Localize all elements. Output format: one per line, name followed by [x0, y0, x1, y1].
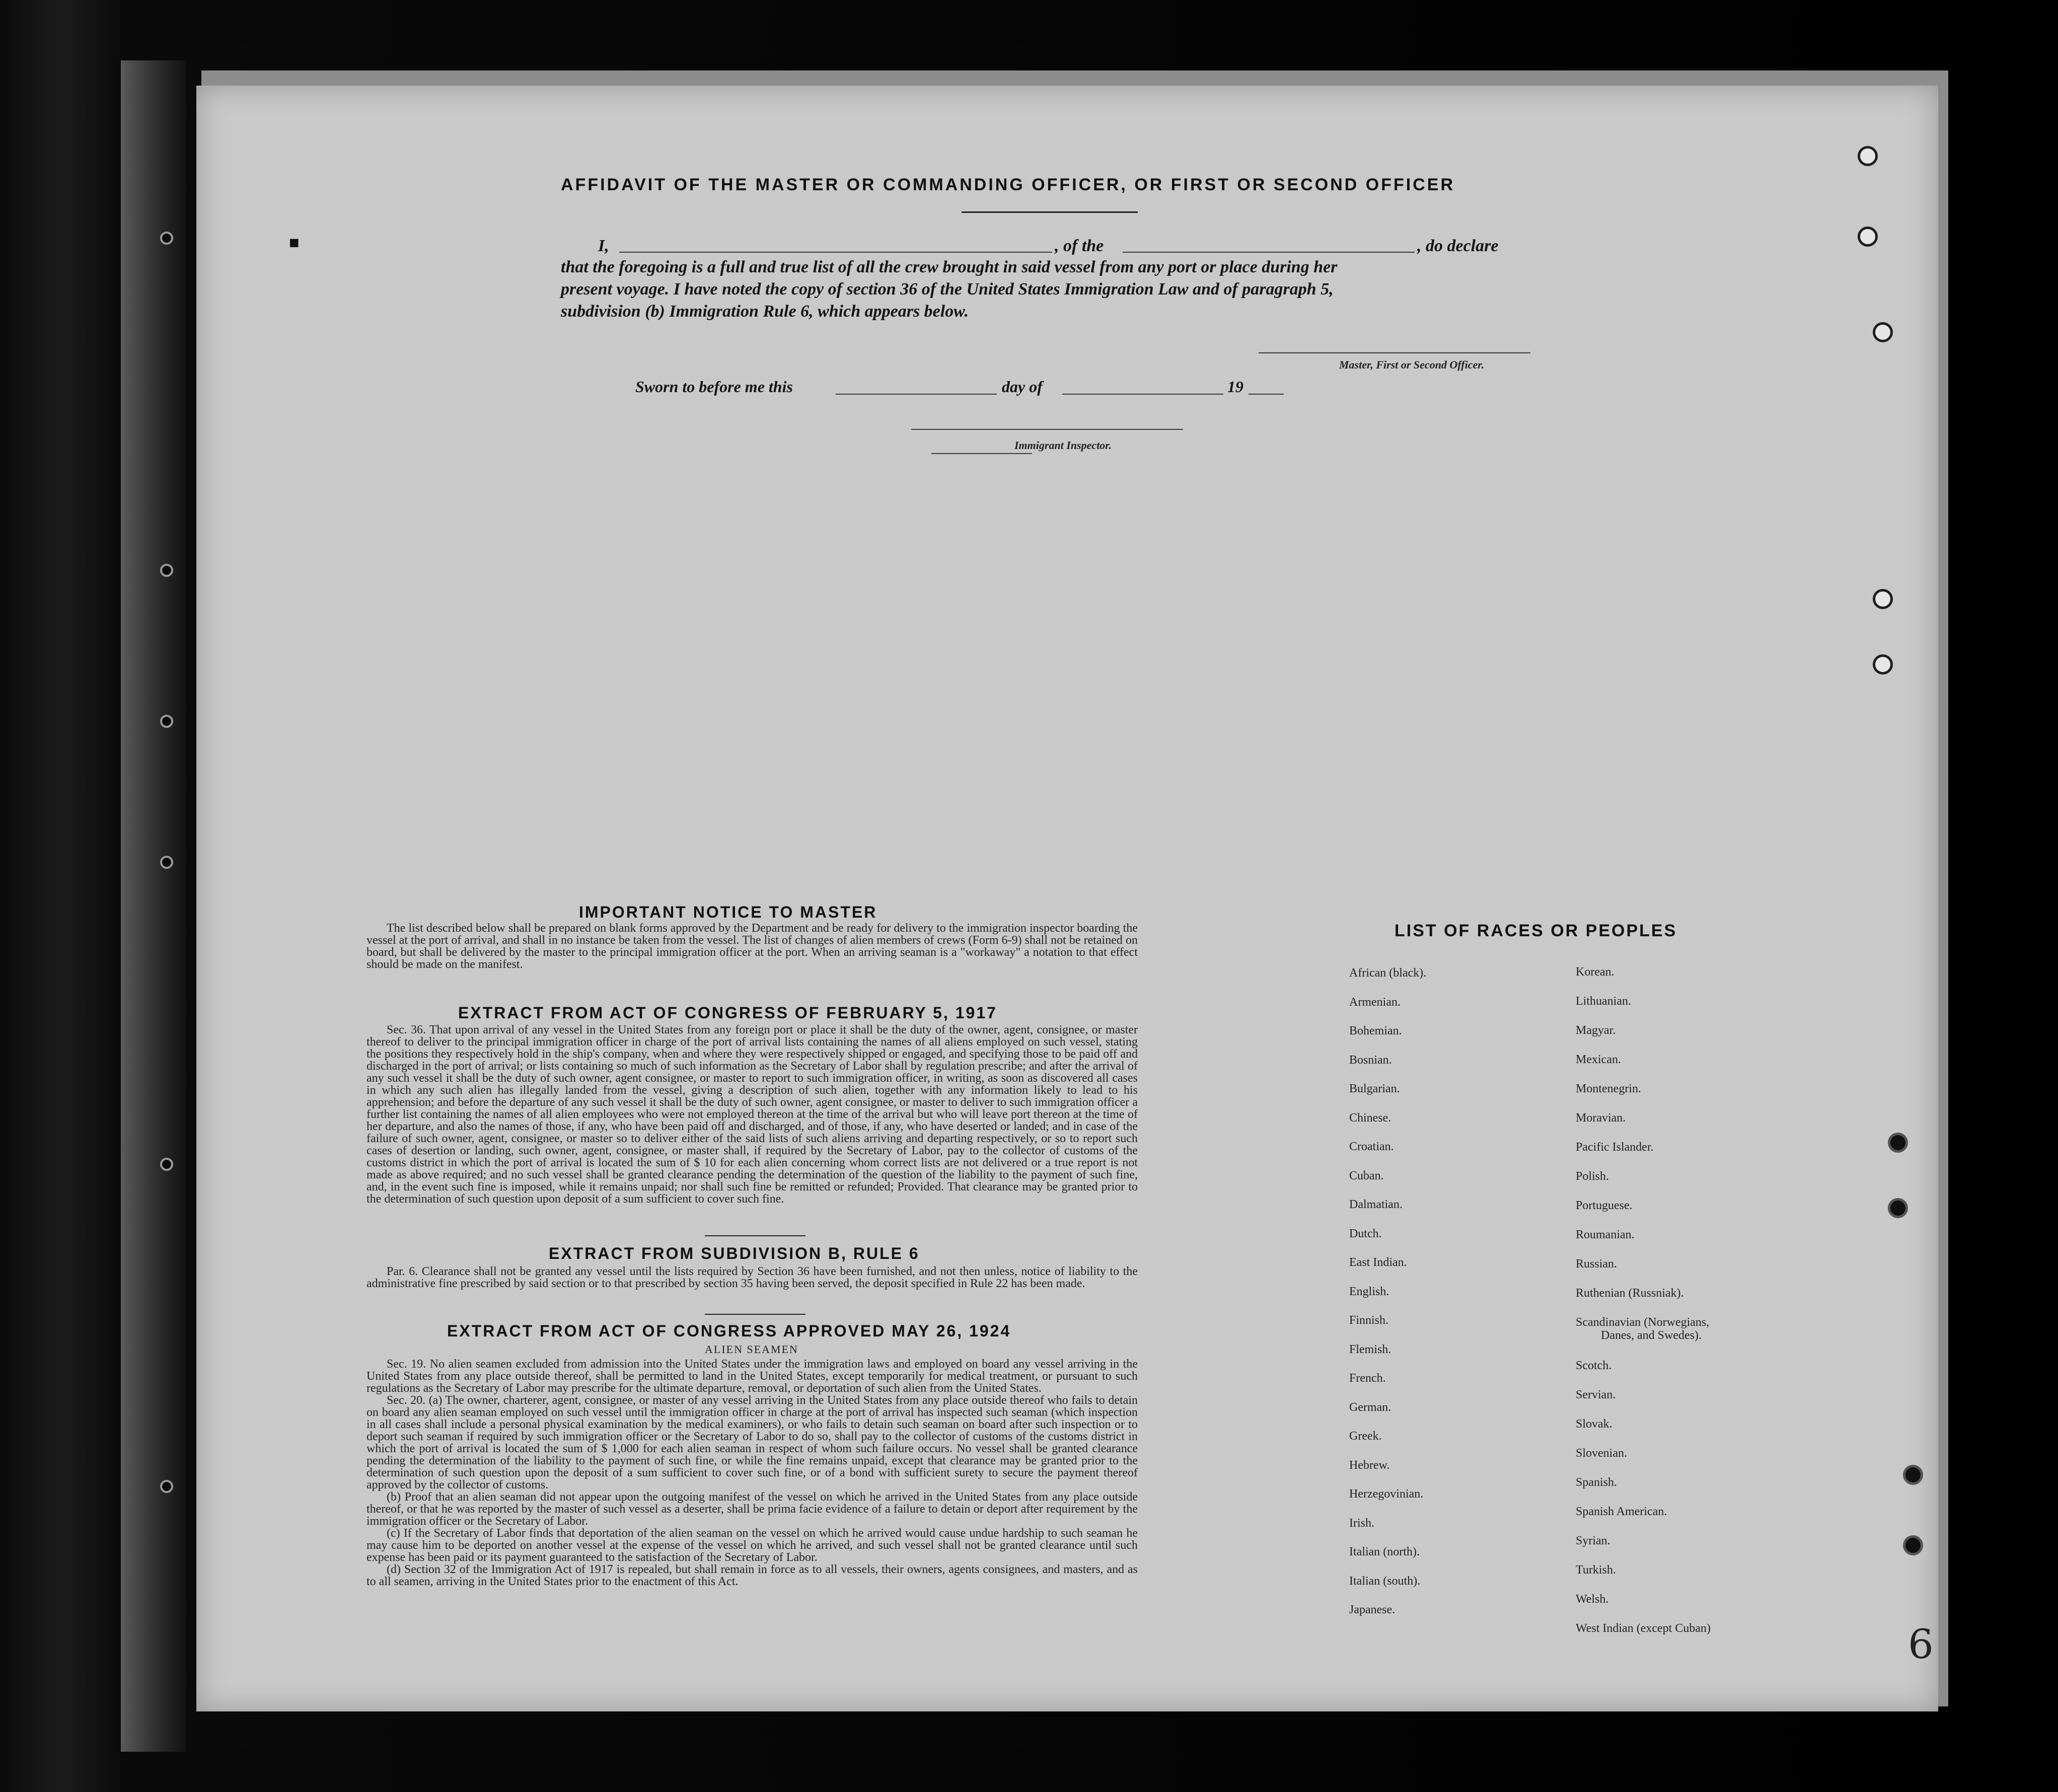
year-blank: [1248, 394, 1284, 395]
month-blank: [1062, 394, 1223, 395]
race-item: Magyar.: [1576, 1024, 1616, 1037]
race-item: Finnish.: [1349, 1314, 1389, 1327]
binder-hole: [160, 715, 173, 728]
race-item: Roumanian.: [1576, 1228, 1635, 1241]
name-blank-line: [619, 252, 1052, 253]
race-item: Danes, and Swedes).: [1601, 1329, 1702, 1342]
document-page: [196, 86, 1938, 1711]
notice-body: [366, 922, 1138, 970]
sec-20c-paragraph: (c) If the Secretary of Labor finds that deportation of the alien seaman on the vessel on which he arrived would cause undue hardship to such seaman he may cause him to be deported on another vessel at the expense of the vessel on which he arrived, and such vessel shall not be granted clearance until such expense has been paid or its payment guaranteed to the satisfaction of the Secretary of Labor.: [366, 1527, 1138, 1564]
race-item: Servian.: [1576, 1388, 1616, 1401]
race-item: Spanish.: [1576, 1476, 1618, 1489]
races-title: LIST OF RACES OR PEOPLES: [1394, 921, 1677, 940]
race-item: East Indian.: [1349, 1256, 1407, 1269]
sec-20b-paragraph: (b) Proof that an alien seaman did not appear upon the outgoing manifest of the vessel on which he arrived in the United States from any place outside thereof, or that he was reported by the master of such vessel as a deserter, shall be prima facie evidence of a failure to detain or deport after requirement by the immigration officer or the Secretary of Labor.: [366, 1490, 1138, 1528]
race-item: Greek.: [1349, 1430, 1382, 1443]
punch-hole: [1858, 146, 1878, 166]
extract-1917-paragraph: Sec. 36. That upon arrival of any vessel in the United States from any foreign port or place it shall be the duty of the owner, agent, consignee, or master thereof to deliver to the principal immigration officer in charge of the port of arrival lists containing the names of all aliens employed on such vessel, stating the positions they respectively hold in the ship's company, when and where they were respectively shipped or engaged, and specifying those to be paid off and discharged in the port of arrival; or lists containing so much of such information as the Secretary of Labor shall by regulation prescribe; and after the arrival of any such vessel it shall be the duty of such owner, agent consignee, or master to report to such immigration officer, in writing, as soon as discovered all cases in which any such alien has illegally landed from the vessel, giving a description of such alien, together with any information likely to lead to his apprehension; and before the departure of any such vessel it shall be the duty of such owner, agent consignee, or master to deliver to such immigration officer a further list containing the names of all alien employees who were not employed thereon at the time of the arrival but who will leave port thereon at the time of her departure, and also the names of those, if any, who have been paid off and discharged, and of those, if any, who have deserted or landed; and in case of the failure of such owner, agent, consignee, or master so to deliver either of the said lists of such aliens arriving and departing respectively, or so to report such cases of desertion or landing, such owner, agent, consignee, or master shall, if required by the Secretary of Labor, pay to the collector of customs of the customs district in which the port of arrival is located the sum of $ 10 for each alien concerning whom correct lists are not delivered or a true report is not made as above required; and no such vessel shall be granted clearance pending the determination of the question of the liability to the payment of such fine, and, in the event such fine is imposed, while it remains unpaid; nor shall such fine be remitted or refunded; Provided. That clearance may be granted prior to the determination of such question upon deposit of a sum sufficient to cover such fine.: [366, 1023, 1138, 1206]
affidavit-line1-mid: , of the: [1055, 237, 1104, 255]
race-item: Bosnian.: [1349, 1053, 1392, 1067]
sworn-day-blank: [836, 394, 997, 395]
extract-1924-subtitle: ALIEN SEAMEN: [705, 1343, 798, 1356]
binder-edge: [121, 60, 186, 1752]
race-item: Irish.: [1349, 1516, 1374, 1530]
extract-rule6-body: [366, 1265, 1138, 1290]
binder-hole: [160, 1480, 173, 1493]
race-item: Scotch.: [1576, 1359, 1612, 1372]
race-item: Flemish.: [1349, 1342, 1391, 1356]
inspector-signature-line: [911, 429, 1183, 430]
binder-hole: [160, 232, 173, 245]
handwritten-page-number: 6: [1908, 1621, 1934, 1668]
race-item: Italian (north).: [1349, 1545, 1420, 1558]
section-divider: [705, 1314, 805, 1315]
year-prefix: 19: [1227, 378, 1243, 396]
race-item: Cuban.: [1349, 1169, 1384, 1182]
race-item: Bohemian.: [1349, 1024, 1402, 1037]
race-item: Dutch.: [1349, 1227, 1382, 1240]
master-label: Master, First or Second Officer.: [1339, 358, 1485, 371]
affidavit-line2: that the foregoing is a full and true list of all the crew brought in said vessel from any port or place during her: [561, 258, 1338, 276]
race-item: Portuguese.: [1576, 1199, 1633, 1212]
punch-hole: [1903, 1465, 1923, 1485]
race-item: Bulgarian.: [1349, 1082, 1400, 1095]
race-item: Dalmatian.: [1349, 1198, 1403, 1211]
title-underline: [962, 211, 1138, 213]
race-item: German.: [1349, 1400, 1391, 1414]
extract-rule6-paragraph: Par. 6. Clearance shall not be granted any vessel until the lists required by Section 36 have been furnished, and not then unless, notice of liability to the administrative fine prescribed by said section or to that prescribed by section 35 having been served, the deposit specified in Rule 22 has been made.: [366, 1265, 1138, 1290]
race-item: Spanish American.: [1576, 1505, 1667, 1518]
notice-title: IMPORTANT NOTICE TO MASTER: [579, 903, 877, 921]
punch-hole: [1888, 1198, 1908, 1218]
affidavit-line1-end: , do declare: [1417, 237, 1499, 255]
race-item: Chinese.: [1349, 1111, 1391, 1125]
extract-1917-title: EXTRACT FROM ACT OF CONGRESS OF FEBRUARY 5, 1917: [458, 1004, 997, 1022]
race-item: Russian.: [1576, 1257, 1618, 1271]
extract-rule6-title: EXTRACT FROM SUBDIVISION B, RULE 6: [549, 1244, 920, 1262]
binder-hole: [160, 856, 173, 869]
race-item: Italian (south).: [1349, 1574, 1421, 1588]
race-item: Slovenian.: [1576, 1447, 1627, 1460]
affidavit-line4: subdivision (b) Immigration Rule 6, which appears below.: [561, 302, 969, 321]
race-item: Slovak.: [1576, 1417, 1612, 1431]
punch-hole: [1873, 654, 1893, 675]
binder-hole: [160, 564, 173, 577]
race-item: West Indian (except Cuban): [1576, 1622, 1711, 1635]
affidavit-line1-start: I,: [598, 237, 609, 255]
ink-blot: ■: [289, 234, 300, 252]
extract-1924-body: [366, 1358, 1138, 1588]
inspector-blank: [931, 453, 1032, 454]
sec-20a-paragraph: Sec. 20. (a) The owner, charterer, agent, consignee, or master of any vessel arriving in the United States from any place outside thereof who fails to detain on board any alien seaman employed on such vessel until the immigration officer in charge at the port of arrival has inspected such seaman (which inspection in all cases shall include a personal physical examination by the medical examiners), or who fails to detain such seaman on board after such inspection or to deport such seaman if required by such immigration officer or the Secretary of Labor to do so, shall pay to the collector of customs of the customs district in which the port of arrival is located the sum of $ 1,000 for each alien seaman in respect of whom such failure occurs. No vessel shall be granted clearance pending the determination of the liability to the payment of such fine, or while the fine remains unpaid, except that clearance may be granted prior to the determination of such question upon the deposit of a sum sufficient to cover such fine, or of a bond with sufficient surety to secure the payment thereof approved by the collector of customs.: [366, 1394, 1138, 1491]
extract-1924-title: EXTRACT FROM ACT OF CONGRESS APPROVED MAY 26, 1924: [447, 1322, 1011, 1340]
race-item: Turkish.: [1576, 1563, 1616, 1577]
affidavit-title: AFFIDAVIT OF THE MASTER OR COMMANDING OFFICER, OR FIRST OR SECOND OFFICER: [561, 175, 1455, 194]
race-item: French.: [1349, 1372, 1386, 1385]
affidavit-line3: present voyage. I have noted the copy of section 36 of the United States Immigration Law and of paragraph 5,: [561, 280, 1334, 298]
race-item: Polish.: [1576, 1170, 1609, 1183]
race-item: Moravian.: [1576, 1111, 1626, 1125]
notice-paragraph: The list described below shall be prepared on blank forms approved by the Department and be ready for delivery to the immigration inspector boarding the vessel at the port of arrival, and shall in no instance be taken from the vessel. The list of changes of alien members of crews (Form 6-9) shall not be retained on board, but shall be delivered by the master to the principal immigration officer at the port. When an arriving seaman is a "workaway" a notation to that effect should be made on the manifest.: [366, 922, 1138, 971]
vessel-blank-line: [1123, 252, 1415, 253]
race-item: Syrian.: [1576, 1534, 1610, 1547]
sec-20d-paragraph: (d) Section 32 of the Immigration Act of 1917 is repealed, but shall remain in force as to all vessels, their owners, agents consignees, and masters, and as to all seamen, arriving in the United States prior to the enactment of this Act.: [366, 1563, 1138, 1588]
race-item: English.: [1349, 1285, 1389, 1298]
race-item: Ruthenian (Russniak).: [1576, 1287, 1684, 1300]
sworn-text: Sworn to before me this: [635, 378, 793, 396]
punch-hole: [1858, 227, 1878, 247]
punch-hole: [1873, 322, 1893, 342]
binder-hole: [160, 1158, 173, 1171]
race-item: Hebrew.: [1349, 1458, 1390, 1472]
race-item: African (black).: [1349, 966, 1427, 980]
race-item: Lithuanian.: [1576, 995, 1631, 1008]
race-item: Armenian.: [1349, 995, 1401, 1009]
section-divider: [705, 1235, 805, 1236]
sec-19-paragraph: Sec. 19. No alien seamen excluded from admission into the United States under the immigration laws and employed on board any vessel arriving in the United States from any place outside thereof, shall be permitted to land in the United States, except temporarily for medical treatment, or pursuant to such regulations as the Secretary of Labor may prescribe for the ultimate departure, removal, or deportation of such alien from the United States.: [366, 1358, 1138, 1395]
race-item: Montenegrin.: [1576, 1082, 1641, 1095]
race-item: Pacific Islander.: [1576, 1141, 1654, 1154]
extract-1917-body: [366, 1024, 1138, 1205]
punch-hole: [1888, 1133, 1908, 1153]
race-item: Welsh.: [1576, 1593, 1609, 1606]
race-item: Herzegovinian.: [1349, 1487, 1424, 1501]
race-item: Croatian.: [1349, 1140, 1394, 1153]
master-signature-line: [1259, 352, 1530, 353]
race-item: Japanese.: [1349, 1603, 1395, 1616]
punch-hole: [1873, 589, 1893, 609]
race-item: Korean.: [1576, 965, 1614, 979]
race-item: Mexican.: [1576, 1053, 1621, 1066]
inspector-label: Immigrant Inspector.: [1014, 439, 1112, 452]
punch-hole: [1903, 1535, 1923, 1555]
race-item: Scandinavian (Norwegians,: [1576, 1316, 1710, 1329]
day-of-text: day of: [1002, 378, 1043, 396]
